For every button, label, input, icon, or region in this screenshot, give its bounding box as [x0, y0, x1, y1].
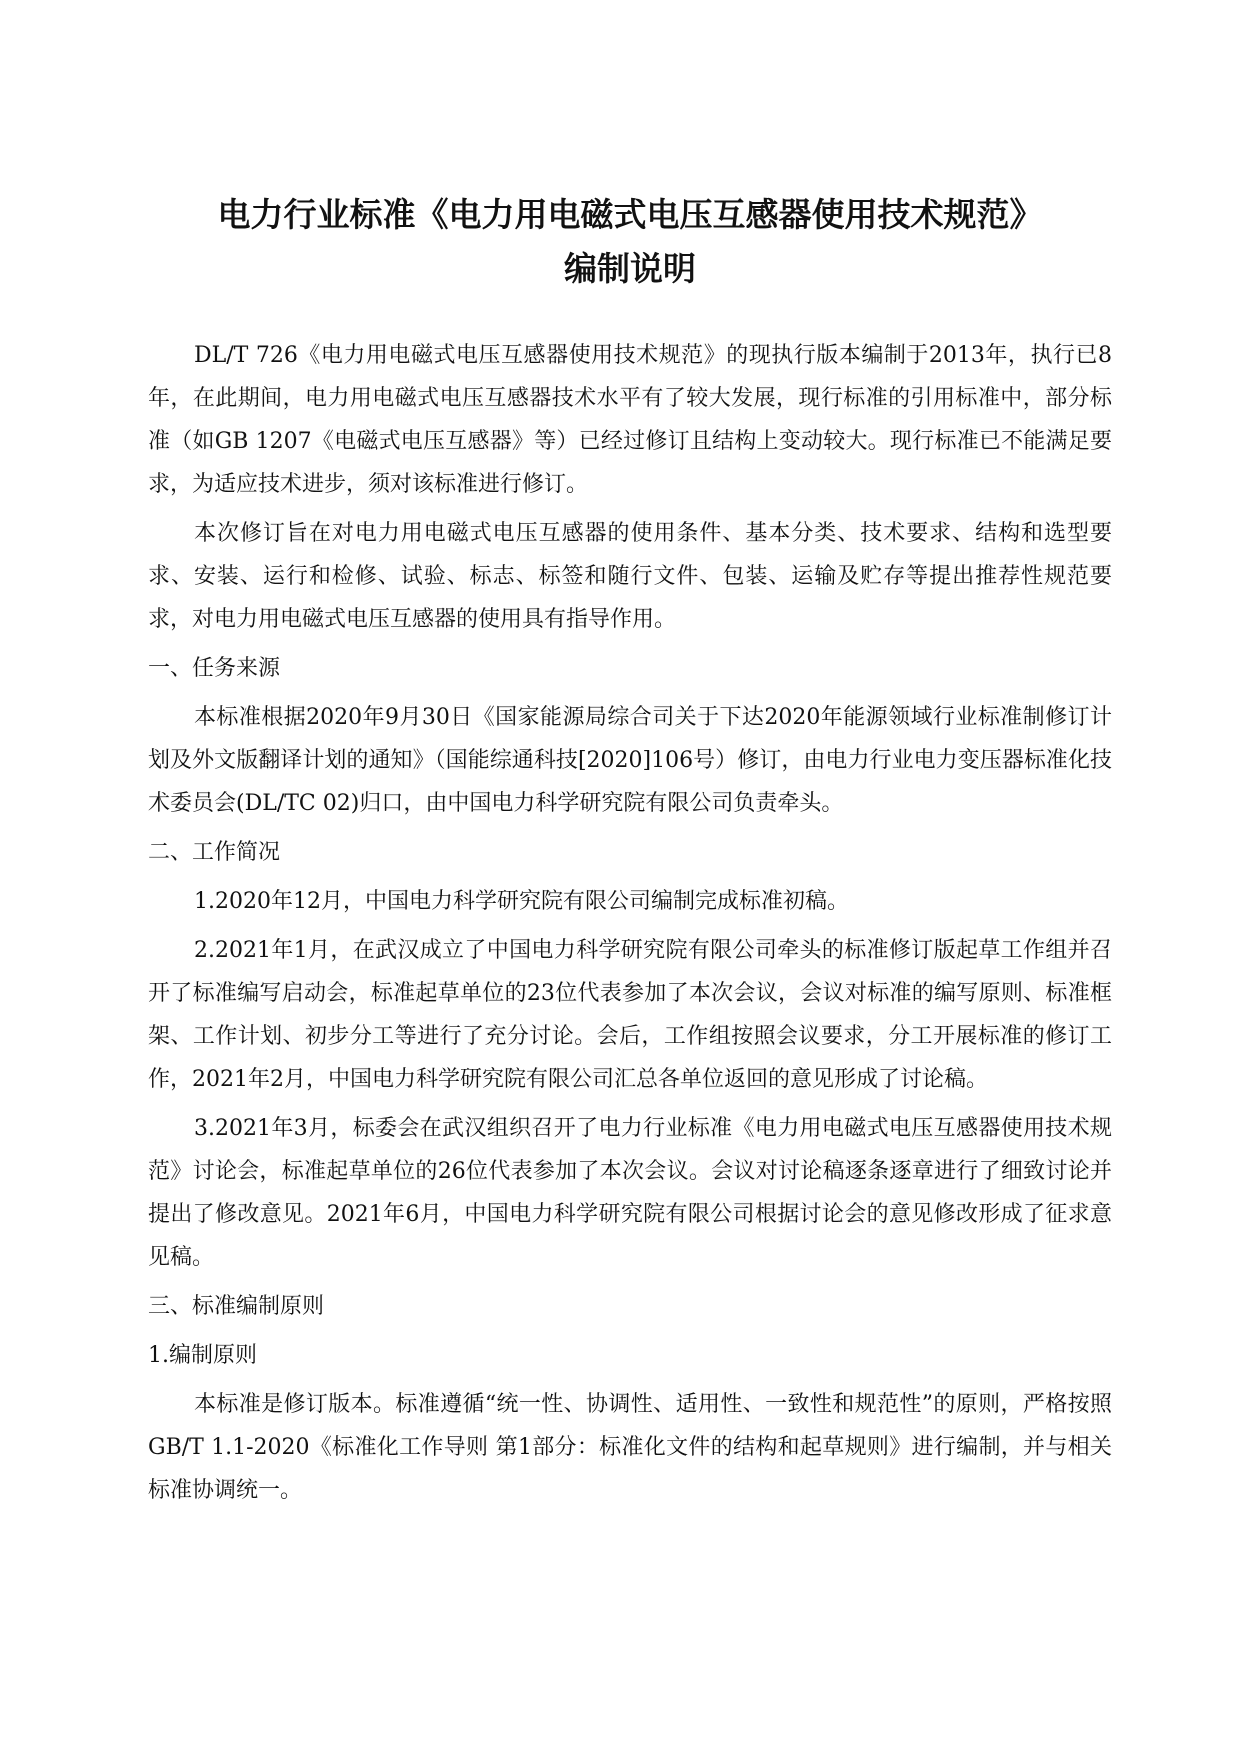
section-paragraph: 2.2021年1月，在武汉成立了中国电力科学研究院有限公司牵头的标准修订版起草工作组并召开了标准编写启动会，标准起草单位的23位代表参加了本次会议，会议对标准的编写原则、标准框架、工作计划、初步分工等进行了充分讨论。会后，工作组按照会议要求，分工开展标准的修订工作，2021年2月，中国电力科学研究院有限公司汇总各单位返回的意见形成了讨论稿。 [148, 938, 1112, 1092]
title-line-2: 编制说明 [564, 249, 696, 288]
section-paragraph: 本标准是修订版本。标准遵循“统一性、协调性、适用性、一致性和规范性”的原则，严格按照GB/T 1.1-2020《标准化工作导则 第1部分：标准化文件的结构和起草规则》进行编制，并与相关标准协调统一。 [148, 1392, 1112, 1503]
section-paragraph: 1.2020年12月，中国电力科学研究院有限公司编制完成标准初稿。 [194, 889, 849, 914]
subsection-heading-principles: 1.编制原则 [148, 1343, 257, 1368]
document-body [148, 334, 1112, 1512]
document-title [148, 188, 1112, 296]
title-line-1: 电力行业标准《电力用电磁式电压互感器使用技术规范》 [217, 195, 1043, 234]
intro-paragraph: DL/T 726《电力用电磁式电压互感器使用技术规范》的现执行版本编制于2013年，执行已8年，在此期间，电力用电磁式电压互感器技术水平有了较大发展，现行标准的引用标准中，部分标准（如GB 1207《电磁式电压互感器》等）已经过修订且结构上变动较大。现行标准已不能满足要求，为适应技术进步，须对该标准进行修订。 [148, 343, 1112, 497]
intro-paragraph: 本次修订旨在对电力用电磁式电压互感器的使用条件、基本分类、技术要求、结构和选型要求、安装、运行和检修、试验、标志、标签和随行文件、包装、运输及贮存等提出推荐性规范要求，对电力用电磁式电压互感器的使用具有指导作用。 [148, 521, 1112, 632]
section-heading-work-overview: 二、工作简况 [148, 840, 281, 865]
section-heading-principles: 三、标准编制原则 [148, 1294, 325, 1319]
section-paragraph: 本标准根据2020年9月30日《国家能源局综合司关于下达2020年能源领域行业标准制修订计划及外文版翻译计划的通知》（国能综通科技[2020]106号）修订，由电力行业电力变压器标准化技术委员会(DL/TC 02)归口，由中国电力科学研究院有限公司负责牵头。 [148, 705, 1112, 816]
document-page [148, 188, 1112, 1518]
section-paragraph: 3.2021年3月，标委会在武汉组织召开了电力行业标准《电力用电磁式电压互感器使用技术规范》讨论会，标准起草单位的26位代表参加了本次会议。会议对讨论稿逐条逐章进行了细致讨论并提出了修改意见。2021年6月，中国电力科学研究院有限公司根据讨论会的意见修改形成了征求意见稿。 [148, 1116, 1112, 1270]
section-heading-task-source: 一、任务来源 [148, 656, 281, 681]
